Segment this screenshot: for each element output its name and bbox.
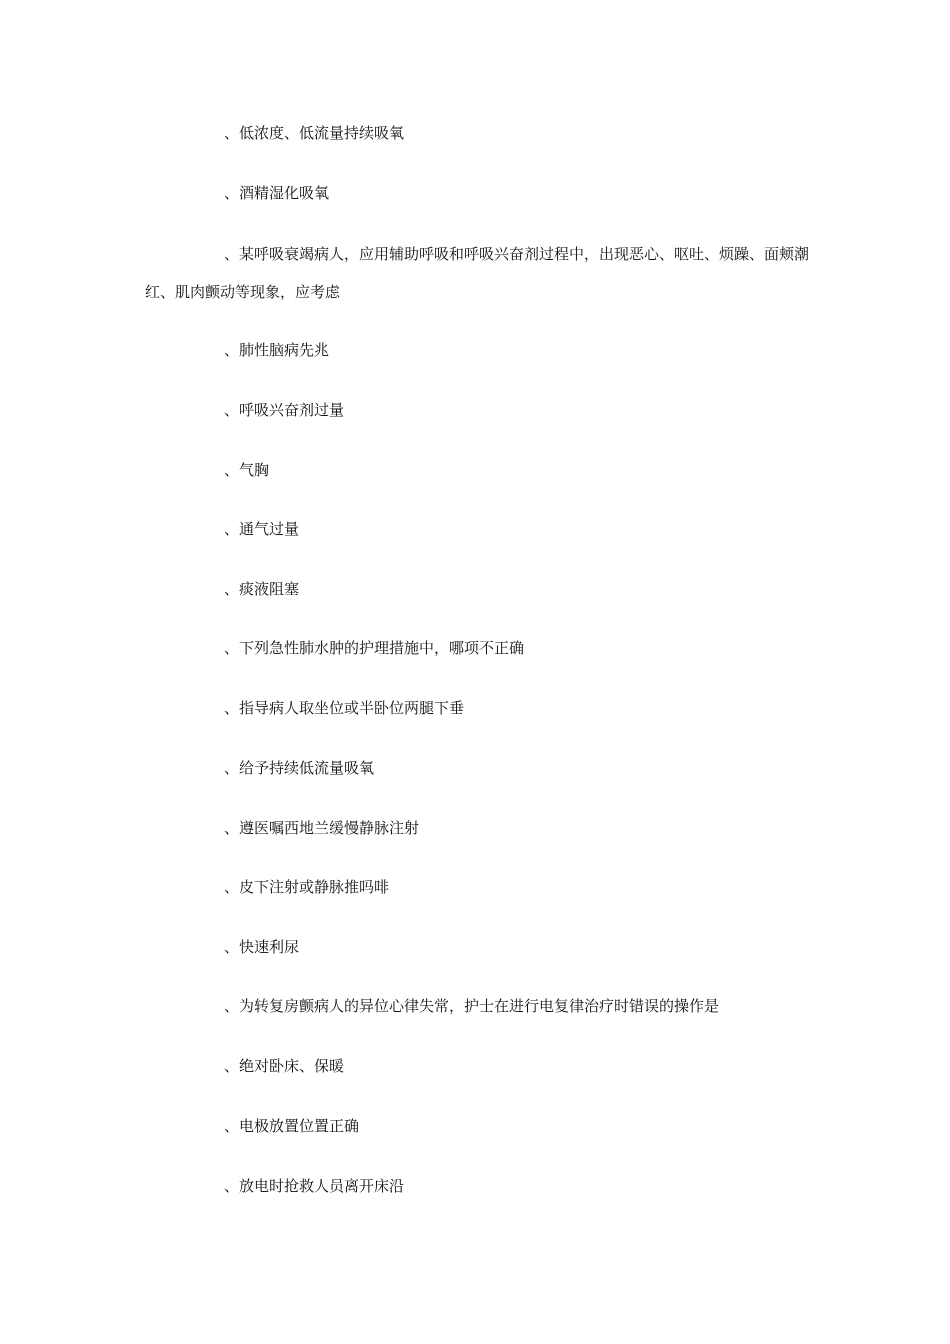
question-paragraph: 、某呼吸衰竭病人，应用辅助呼吸和呼吸兴奋剂过程中，出现恶心、呕吐、烦躁、面颊潮红、肌肉颤动等现象，应考虑 [145,245,810,301]
text-line: 、气胸 [224,461,270,479]
text-line: 、绝对卧床、保暖 [224,1057,345,1075]
text-line: 、放电时抢救人员离开床沿 [224,1177,405,1195]
text-line: 、皮下注射或静脉推吗啡 [224,878,390,896]
text-line: 、通气过量 [224,520,300,538]
text-line: 、遵医嘱西地兰缓慢静脉注射 [224,819,420,837]
text-line: 、低浓度、低流量持续吸氧 [224,124,405,142]
text-line: 、痰液阻塞 [224,580,300,598]
text-line: 、肺性脑病先兆 [224,341,330,359]
text-line: 、电极放置位置正确 [224,1117,360,1135]
text-line: 、酒精湿化吸氧 [224,184,330,202]
text-line: 、指导病人取坐位或半卧位两腿下垂 [224,699,465,717]
text-line: 、给予持续低流量吸氧 [224,759,375,777]
text-line: 、呼吸兴奋剂过量 [224,401,345,419]
text-line: 、下列急性肺水肿的护理措施中，哪项不正确 [224,639,525,657]
text-line: 、为转复房颤病人的异位心律失常，护士在进行电复律治疗时错误的操作是 [224,997,720,1015]
text-line: 、快速利尿 [224,938,300,956]
